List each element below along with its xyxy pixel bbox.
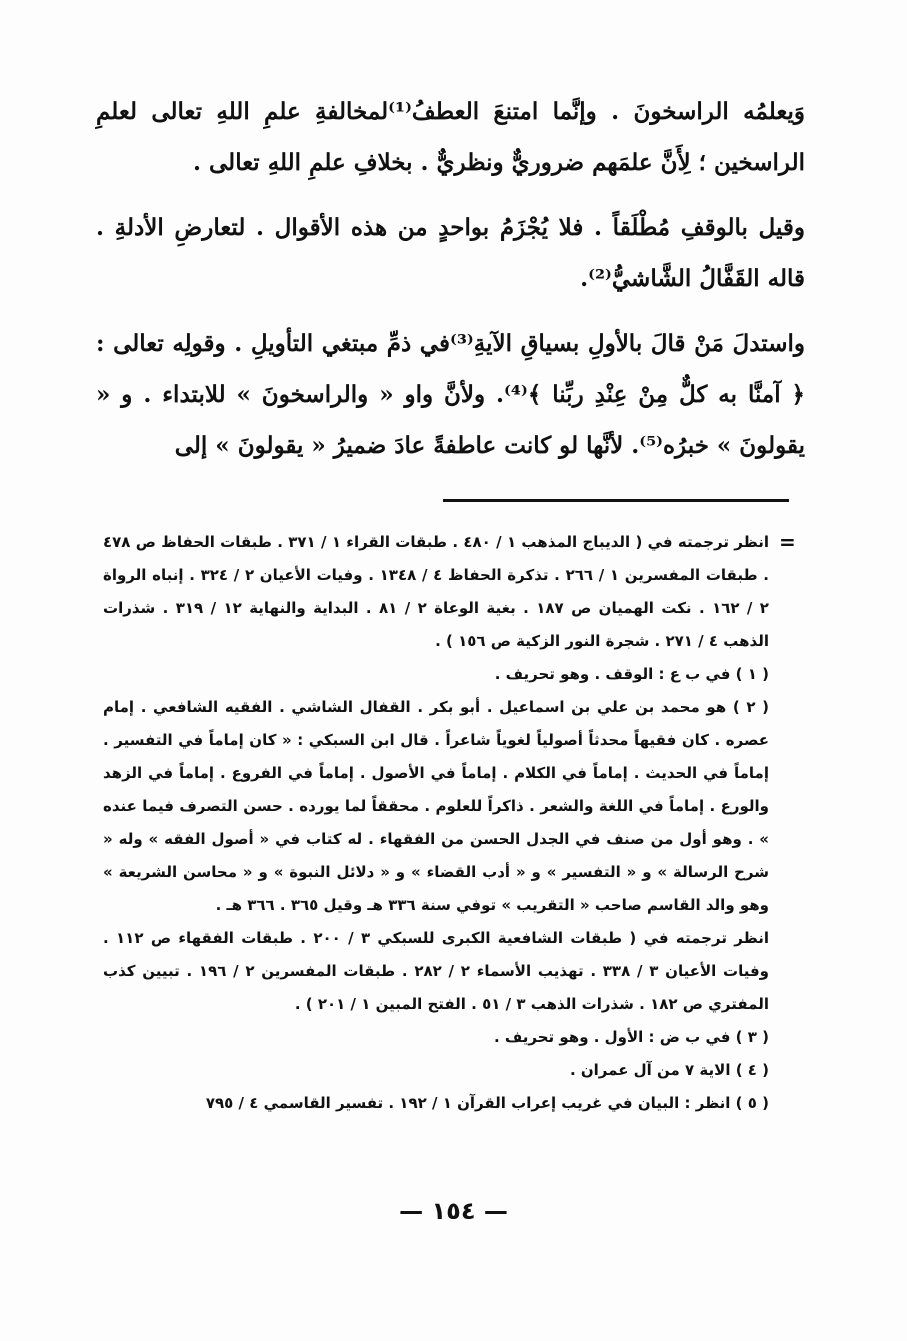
footnote-4: ( ٤ ) الاية ٧ من آل عمران . xyxy=(569,1061,769,1079)
footnote-2-sources: انظر ترجمته في ( طبقات الشافعية الكبرى للسبكي ٣ / ٢٠٠ . طبقات الفقهاء ص ١١٢ . وفيات الأعيان ٣ / ٣٣٨ . تهذيب الأسماء ٢ / ٢٨٢ . طبقات المفسرين ٢ / ١٩٦ . تبيين كذب المفتري ص ١٨٢ . شذرات الذهب ٣ / ٥١ . الفتح المبين ١ / ٢٠١ ) . xyxy=(103,929,769,1013)
paragraph-1: وَيعلمُه الراسخونَ . وإنَّما امتنعَ العطفُ⁽¹⁾لمخالفةِ علمِ اللهِ تعالى لعلمِ الراسخين ؛ لِأَنَّ علمَهم ضروريٌّ ونظريٌّ . بخلافِ علمِ اللهِ تعالى . xyxy=(96,98,805,176)
main-text xyxy=(96,86,805,485)
footnote-2: ( ٢ ) هو محمد بن علي بن اسماعيل . أبو بكر . القفال الشاشي . الفقيه الشافعي . إمام عصره . كان فقيهاً محدثاً أصولياً لغوياً شاعراً . قال ابن السبكي : « كان إماماً في التفسير . إماماً في الحديث . إماماً في الكلام . إماماً في الأصول . إماماً في الفروع . إماماً في الزهد والورع . إماماً في اللغة والشعر . ذاكراً للعلوم . محققاً لما يورده . حسن التصرف فيما عنده » . وهو أول من صنف في الجدل الحسن من الفقهاء . له كتاب في « أصول الفقه » وله « شرح الرسالة » و « التفسير » و « أدب القضاء » و « دلائل النبوة » و « محاسن الشريعة » وهو والد القاسم صاحب « التقريب » توفي سنة ٣٣٦ هـ وقيل ٣٦٥ . ٣٦٦ هـ . xyxy=(103,698,770,914)
continuation-mark: = xyxy=(779,530,796,554)
footnote-5: ( ٥ ) انظر : البيان في غريب إعراب القرآن ١ / ١٩٢ . تفسير القاسمي ٤ / ٧٩٥ xyxy=(205,1094,769,1112)
paragraph-3: واستدلَ مَنْ قالَ بالأولِ بسياقِ الآيةِ⁽³⁾في ذمِّ مبتغي التأويلِ . وقولِه تعالى : ﴿ آمنَّا به كلٌّ مِنْ عِنْدِ ربِّنا ﴾⁽⁴⁾. ولأنَّ واو « والراسخونَ » للابتداء . و « يقولونَ » خبرُه⁽⁵⁾. لأنَّها لو كانت عاطفةً عادَ ضميرُ « يقولونَ » إلى xyxy=(96,330,806,459)
paragraph-2: وقيل بالوقفِ مُطْلَقاً . فلا يُجْزَمُ بواحدٍ من هذه الأقوال . لتعارضِ الأدلةِ . قاله القَفَّالُ الشَّاشيُّ⁽²⁾. xyxy=(96,214,805,292)
page-number: — ١٥٤ — xyxy=(399,1197,508,1225)
footnotes xyxy=(103,526,799,1120)
footnote-continuation: انظر ترجمته في ( الديباج المذهب ١ / ٤٨٠ . طبقات القراء ١ / ٣٧١ . طبقات الحفاظ ص ٤٧٨ . طبقات المفسرين ١ / ٢٦٦ . تذكرة الحفاظ ٤ / ١٣٤٨ . وفيات الأعيان ٢ / ٣٢٤ . إنباه الرواة ٢ / ١٦٢ . نكت الهميان ص ١٨٧ . بغية الوعاة ٢ / ٨١ . البداية والنهاية ١٢ / ٣١٩ . شذرات الذهب ٤ / ٢٧١ . شجرة النور الزكية ص ١٥٦ ) . xyxy=(103,533,769,650)
footnote-3: ( ٣ ) في ب ض : الأول . وهو تحريف . xyxy=(493,1028,769,1046)
footnote-divider xyxy=(443,499,789,502)
footnote-1: ( ١ ) في ب ع : الوقف . وهو تحريف . xyxy=(494,665,769,683)
